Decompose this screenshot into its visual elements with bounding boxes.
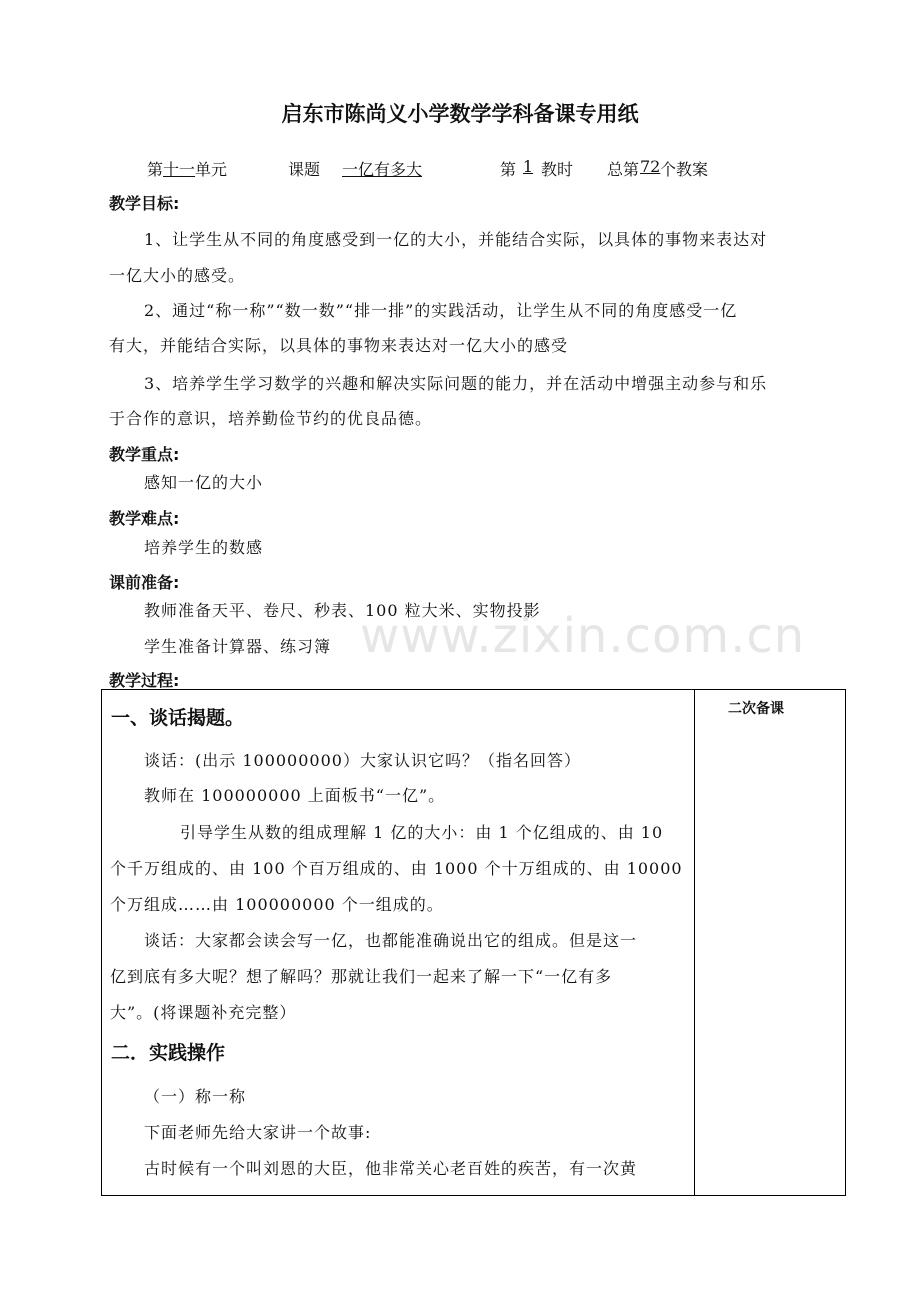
prep-teacher: 教师准备天平、卷尺、秒表、100 粒大米、实物投影 bbox=[144, 601, 541, 620]
goal-3-line-1: 3、培养学生学习数学的兴趣和解决实际问题的能力，并在活动中增强主动参与和乐 bbox=[144, 374, 768, 393]
section-2-line-3: 古时候有一个叫刘恩的大臣，他非常关心老百姓的疾苦，有一次黄 bbox=[144, 1159, 638, 1178]
total-suffix: 个教案 bbox=[660, 160, 709, 179]
section-2-line-1: （一）称一称 bbox=[144, 1087, 247, 1106]
unit-suffix: 单元 bbox=[195, 160, 228, 179]
section-1-heading: 一、谈话揭题。 bbox=[111, 707, 245, 729]
section-1-line-3: 引导学生从数的组成理解 1 亿的大小：由 1 个亿组成的、由 10 bbox=[180, 823, 664, 842]
total-number: 72 bbox=[640, 157, 661, 176]
lesson-prefix: 第 bbox=[500, 160, 517, 179]
topic-value: 一亿有多大 bbox=[342, 160, 423, 179]
difficulty-text: 培养学生的数感 bbox=[144, 538, 264, 557]
topic-label: 课题 bbox=[288, 160, 321, 179]
section-1-line-5: 个万组成……由 100000000 个一组成的。 bbox=[110, 895, 444, 914]
total-prefix: 总第 bbox=[607, 160, 640, 179]
section-1-line-7: 亿到底有多大呢？想了解吗？那就让我们一起来了解一下“一亿有多 bbox=[110, 967, 613, 986]
key-heading: 教学重点: bbox=[109, 445, 180, 464]
prep-student: 学生准备计算器、练习簿 bbox=[144, 637, 332, 656]
section-1-line-1: 谈话：(出示 100000000）大家认识它吗？（指名回答） bbox=[144, 751, 581, 770]
goal-2-line-2: 有大，并能结合实际，以具体的事物来表达对一亿大小的感受 bbox=[109, 336, 569, 355]
second-prep-header: 二次备课 bbox=[728, 701, 784, 717]
lesson-number: 1 bbox=[522, 157, 534, 176]
lesson-suffix: 教时 bbox=[541, 160, 574, 179]
page-title: 启东市陈尚义小学数学学科备课专用纸 bbox=[281, 102, 639, 126]
goal-3-line-2: 于合作的意识，培养勤俭节约的优良品德。 bbox=[109, 409, 433, 428]
goals-heading: 教学目标: bbox=[109, 194, 180, 213]
section-1-line-8: 大”。(将课题补充完整） bbox=[110, 1003, 297, 1022]
prep-heading: 课前准备: bbox=[109, 573, 180, 592]
unit-number: 十一 bbox=[163, 160, 196, 179]
section-2-line-2: 下面老师先给大家讲一个故事: bbox=[144, 1123, 372, 1142]
section-2-heading: 二．实践操作 bbox=[111, 1042, 226, 1064]
goal-1-line-2: 一亿大小的感受。 bbox=[109, 266, 246, 285]
process-heading: 教学过程: bbox=[109, 671, 180, 690]
unit-prefix: 第 bbox=[147, 160, 164, 179]
watermark: www.zixin.com.cn bbox=[360, 608, 806, 664]
difficulty-heading: 教学难点: bbox=[109, 509, 180, 528]
section-1-line-6: 谈话：大家都会读会写一亿，也都能准确说出它的组成。但是这一 bbox=[144, 931, 638, 950]
lesson-process-table bbox=[101, 689, 846, 1196]
key-text: 感知一亿的大小 bbox=[144, 473, 264, 492]
section-1-line-4: 个千万组成的、由 100 个百万组成的、由 1000 个十万组成的、由 10000 bbox=[110, 859, 683, 878]
goal-1-line-1: 1、让学生从不同的角度感受到一亿的大小，并能结合实际，以具体的事物来表达对 bbox=[144, 230, 768, 249]
section-1-line-2: 教师在 100000000 上面板书“一亿”。 bbox=[144, 786, 446, 805]
goal-2-line-1: 2、通过“称一称”“数一数”“排一排”的实践活动，让学生从不同的角度感受一亿 bbox=[144, 301, 738, 320]
column-divider bbox=[694, 690, 695, 1195]
